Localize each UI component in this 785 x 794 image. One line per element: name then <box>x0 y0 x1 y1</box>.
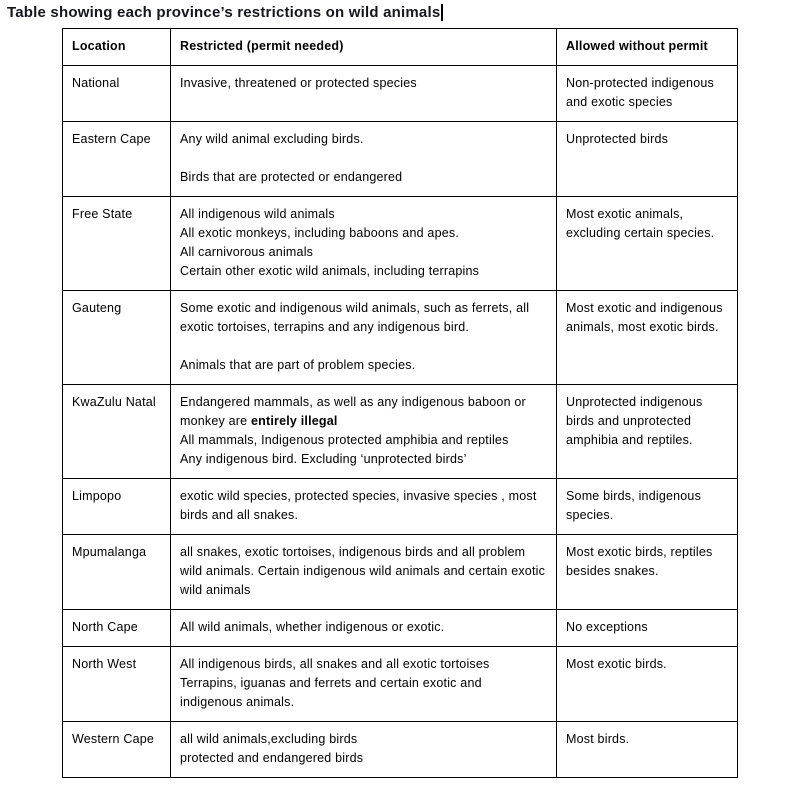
allowed-line: Unprotected indigenous birds and unprotected amphibia and reptiles. <box>566 395 703 447</box>
table-row-gauteng <box>63 291 738 385</box>
restricted-line: Birds that are protected or endangered <box>180 170 403 184</box>
restricted-line: All indigenous wild animals <box>180 207 335 221</box>
cell-restricted <box>171 122 557 197</box>
cell-restricted <box>171 647 557 722</box>
cell-location: Eastern Cape <box>63 122 171 197</box>
restricted-line: All indigenous birds, all snakes and all exotic tortoises <box>180 657 490 671</box>
cell-restricted <box>171 479 557 535</box>
restricted-line: Invasive, threatened or protected species <box>180 76 417 90</box>
restricted-line: all wild animals,excluding birds <box>180 732 358 746</box>
cell-allowed <box>557 535 738 610</box>
cell-allowed <box>557 722 738 778</box>
table-header-row <box>63 29 738 66</box>
cell-restricted <box>171 197 557 291</box>
header-restricted: Restricted (permit needed) <box>171 29 557 66</box>
cell-location: North Cape <box>63 610 171 647</box>
cell-allowed <box>557 197 738 291</box>
cell-restricted <box>171 722 557 778</box>
restricted-line: All carnivorous animals <box>180 245 314 259</box>
restricted-line: protected and endangered birds <box>180 751 364 765</box>
cell-location: Limpopo <box>63 479 171 535</box>
table-row-limpopo <box>63 479 738 535</box>
cell-location: Gauteng <box>63 291 171 385</box>
restricted-line: Any wild animal excluding birds. <box>180 132 364 146</box>
table-row-western-cape <box>63 722 738 778</box>
restricted-line <box>180 337 547 356</box>
restricted-line: All exotic monkeys, including baboons and apes. <box>180 226 460 240</box>
allowed-line: Most exotic animals, excluding certain species. <box>566 207 715 240</box>
restricted-line: All wild animals, whether indigenous or exotic. <box>180 620 445 634</box>
cell-location: Mpumalanga <box>63 535 171 610</box>
restricted-line: All mammals, Indigenous protected amphibia and reptiles <box>180 433 509 447</box>
province-restrictions-table <box>62 28 738 778</box>
cell-restricted <box>171 291 557 385</box>
document-title[interactable] <box>7 4 785 21</box>
cell-allowed <box>557 610 738 647</box>
cell-location: KwaZulu Natal <box>63 385 171 479</box>
restricted-line: Endangered mammals, as well as any indigenous baboon or monkey are entirely illegal <box>180 395 526 428</box>
restricted-line: Animals that are part of problem species. <box>180 358 416 372</box>
allowed-line: Most birds. <box>566 732 630 746</box>
table-row-north-west <box>63 647 738 722</box>
restricted-line: Terrapins, iguanas and ferrets and certain exotic and indigenous animals. <box>180 676 482 709</box>
allowed-line: No exceptions <box>566 620 648 634</box>
cell-location: North West <box>63 647 171 722</box>
document-title-text: Table showing each province’s restrictions on wild animals <box>7 4 441 21</box>
allowed-line: Most exotic birds, reptiles besides snakes. <box>566 545 713 578</box>
restricted-line: Any indigenous bird. Excluding ‘unprotected birds’ <box>180 452 467 466</box>
restricted-line: all snakes, exotic tortoises, indigenous birds and all problem wild animals. Certain indigenous wild animals and certain exotic wild animals <box>180 545 546 597</box>
table-row-eastern-cape <box>63 122 738 197</box>
restricted-line: exotic wild species, protected species, invasive species , most birds and all snakes. <box>180 489 537 522</box>
cell-location: Free State <box>63 197 171 291</box>
cell-allowed <box>557 291 738 385</box>
text-cursor <box>441 4 443 21</box>
cell-restricted <box>171 66 557 122</box>
cell-location: National <box>63 66 171 122</box>
header-allowed: Allowed without permit <box>557 29 738 66</box>
allowed-line: Most exotic and indigenous animals, most exotic birds. <box>566 301 723 334</box>
table-row-national <box>63 66 738 122</box>
allowed-line: Non-protected indigenous and exotic species <box>566 76 714 109</box>
table-row-free-state <box>63 197 738 291</box>
table-row-kwazulu-natal <box>63 385 738 479</box>
allowed-line: Unprotected birds <box>566 132 669 146</box>
cell-allowed <box>557 385 738 479</box>
table-row-mpumalanga <box>63 535 738 610</box>
allowed-line: Some birds, indigenous species. <box>566 489 702 522</box>
allowed-line: Most exotic birds. <box>566 657 667 671</box>
cell-restricted <box>171 535 557 610</box>
cell-allowed <box>557 66 738 122</box>
restricted-line: Some exotic and indigenous wild animals, such as ferrets, all exotic tortoises, terrapins and any indigenous bird. <box>180 301 530 334</box>
cell-restricted <box>171 610 557 647</box>
cell-restricted <box>171 385 557 479</box>
cell-location: Western Cape <box>63 722 171 778</box>
cell-allowed <box>557 647 738 722</box>
document-page <box>0 4 785 794</box>
restricted-line: Certain other exotic wild animals, including terrapins <box>180 264 480 278</box>
restricted-line <box>180 149 547 168</box>
header-location: Location <box>63 29 171 66</box>
table-row-north-cape <box>63 610 738 647</box>
cell-allowed <box>557 479 738 535</box>
cell-allowed <box>557 122 738 197</box>
